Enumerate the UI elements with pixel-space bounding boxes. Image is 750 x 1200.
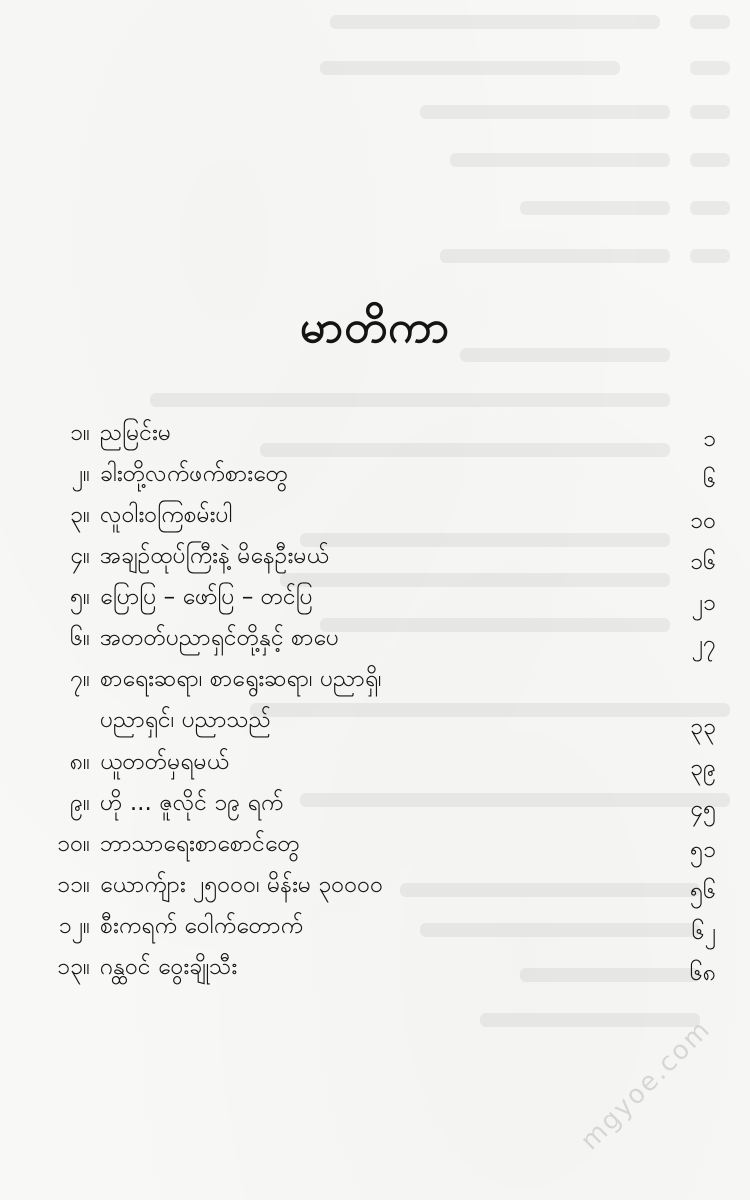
chapter-title: ဘာသာရေးစာစောင်တွေ xyxy=(100,831,300,857)
chapter-title-line2: ပညာရှင်၊ ပညာသည် xyxy=(100,707,272,733)
chapter-number: ၃။ xyxy=(70,502,90,528)
toc-entry xyxy=(0,952,750,993)
page-number: ၃၉ xyxy=(690,755,716,781)
chapter-number: ၆။ xyxy=(70,625,90,651)
page-number: ၄၅ xyxy=(690,796,716,822)
toc-entry xyxy=(0,500,750,541)
toc-entry xyxy=(0,541,750,582)
chapter-title: လူဝါးဝကြစမ်းပါ xyxy=(100,502,233,528)
bleed-through-line xyxy=(0,150,750,170)
page-number: ၃၃ xyxy=(690,714,716,740)
chapter-number: ၁။ xyxy=(70,420,90,446)
toc-entry xyxy=(0,418,750,459)
chapter-number: ၈။ xyxy=(69,749,90,775)
toc-entry xyxy=(0,911,750,952)
chapter-title: ယူတတ်မှရမယ် xyxy=(100,749,229,775)
chapter-number: ၅။ xyxy=(70,584,90,610)
bleed-through-line xyxy=(0,58,750,78)
chapter-number: ၁၀။ xyxy=(57,831,90,857)
toc-entry xyxy=(0,870,750,911)
chapter-title: အတတ်ပညာရှင်တို့နှင့် စာပေ xyxy=(100,625,340,651)
table-of-contents xyxy=(0,418,750,993)
toc-entry xyxy=(0,582,750,623)
page-number: ၁၀ xyxy=(690,508,716,534)
chapter-title: ယောက်ျား ၂၅၀၀၀၊ မိန်းမ ၃၀၀၀၀ xyxy=(100,872,384,898)
bleed-through-line xyxy=(0,102,750,122)
chapter-number: ၂။ xyxy=(71,461,90,487)
chapter-number: ၁၁။ xyxy=(57,872,90,898)
chapter-title: ညမြင်းမ xyxy=(100,420,171,446)
bleed-through-line xyxy=(0,12,750,32)
page-number: ၆ xyxy=(703,467,716,493)
page-number: ၂၁ xyxy=(691,590,716,616)
toc-entry xyxy=(0,459,750,500)
page-number: ၆၈ xyxy=(689,960,716,986)
page-number: ၂၇ xyxy=(691,631,716,657)
chapter-title: ပြောပြ – ဖော်ပြ – တင်ပြ xyxy=(100,584,313,610)
page-title: မာတိကာ xyxy=(299,302,451,353)
chapter-title: စာရေးဆရာ၊ စာရွေးဆရာ၊ ပညာရှိ၊ xyxy=(100,666,382,692)
bleed-through-line xyxy=(0,1010,750,1030)
chapter-title: စီးကရက် ဝေါက်တောက် xyxy=(100,913,304,939)
bleed-through-line xyxy=(0,390,750,410)
chapter-title: ဟို ... ဇူလိုင် ၁၉ ရက် xyxy=(100,790,284,816)
toc-entry xyxy=(0,664,750,747)
toc-entry xyxy=(0,747,750,788)
chapter-number: ၄။ xyxy=(70,543,90,569)
page-number: ၅၁ xyxy=(690,837,716,863)
watermark: mgyoe.com xyxy=(575,1014,718,1157)
bleed-through-line xyxy=(0,198,750,218)
bleed-through-line xyxy=(0,246,750,266)
toc-entry xyxy=(0,788,750,829)
page-number: ၁၆ xyxy=(690,549,716,575)
page-number: ၁ xyxy=(703,426,716,452)
chapter-number: ၇။ xyxy=(70,666,90,692)
chapter-number: ၁၃။ xyxy=(57,954,90,980)
chapter-title: ဂန္ထဝင် ဝွေးချိုသီး xyxy=(100,954,238,980)
toc-entry xyxy=(0,829,750,870)
page-number: ၅၆ xyxy=(690,878,716,904)
chapter-number: ၉။ xyxy=(70,790,90,816)
toc-entry xyxy=(0,623,750,664)
chapter-title: ခါးတို့လက်ဖက်စားတွေ xyxy=(100,461,288,487)
chapter-title: အချဉ်ထုပ်ကြီးနဲ့ မိနေဦးမယ် xyxy=(100,543,329,569)
chapter-number: ၁၂။ xyxy=(58,913,90,939)
page-number: ၆၂ xyxy=(691,919,716,945)
